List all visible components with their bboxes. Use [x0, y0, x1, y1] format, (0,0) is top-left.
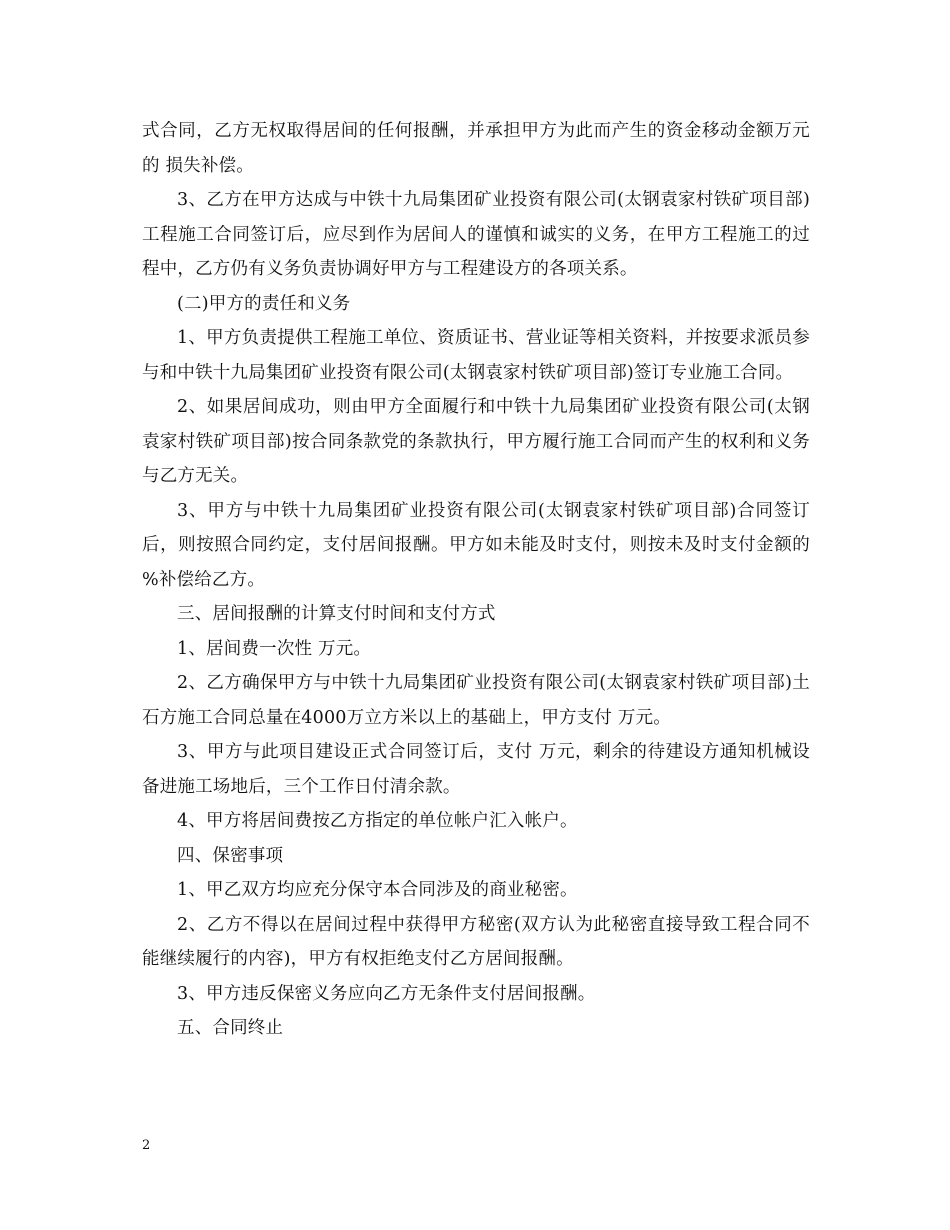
- section-heading: 五、合同终止: [177, 1018, 284, 1038]
- paragraph: 式合同，乙方无权取得居间的任何报酬，并承担甲方为此而产生的资金移动金额万元的 损失补偿。: [142, 121, 810, 176]
- section-heading: (二)甲方的责任和义务: [177, 293, 351, 314]
- section-heading: 三、居间报酬的计算支付时间和支付方式: [177, 604, 496, 624]
- paragraph: 3、甲方违反保密义务应向乙方无条件支付居间报酬。: [177, 983, 596, 1004]
- paragraph: 4、甲方将居间费按乙方指定的单位帐户汇入帐户。: [177, 811, 578, 831]
- paragraph: 2、乙方不得以在居间过程中获得甲方秘密(双方认为此秘密直接导致工程合同不能继续履行的内容)，甲方有权拒绝支付乙方居间报酬。: [142, 914, 810, 969]
- paragraph: 3、甲方与中铁十九局集团矿业投资有限公司(太钢袁家村铁矿项目部)合同签订后，则按照合同约定，支付居间报酬。甲方如未能及时支付，则按未及时支付金额的 %补偿给乙方。: [142, 500, 810, 590]
- paragraph: 1、甲方负责提供工程施工单位、资质证书、营业证等相关资料，并按要求派员参与和中铁十九局集团矿业投资有限公司(太钢袁家村铁矿项目部)签订专业施工合同。: [142, 328, 810, 383]
- paragraph: 2、如果居间成功，则由甲方全面履行和中铁十九局集团矿业投资有限公司(太钢袁家村铁矿项目部)按合同条款党的条款执行，甲方履行施工合同而产生的权利和义务与乙方无关。: [142, 397, 810, 486]
- document-body: [142, 114, 810, 1046]
- paragraph: 1、居间费一次性 万元。: [177, 638, 372, 659]
- paragraph: 3、乙方在甲方达成与中铁十九局集团矿业投资有限公司(太钢袁家村铁矿项目部)工程施工合同签订后，应尽到作为居间人的谨慎和诚实的义务，在甲方工程施工的过程中，乙方仍有义务负责协调好甲方与工程建设方的各项关系。: [142, 190, 810, 279]
- page-number: 2: [142, 1138, 151, 1153]
- section-heading: 四、保密事项: [177, 845, 284, 866]
- paragraph: 3、甲方与此项目建设正式合同签订后，支付 万元，剩余的待建设方通知机械设备进施工场地后，三个工作日付清余款。: [142, 742, 810, 797]
- paragraph: 2、乙方确保甲方与中铁十九局集团矿业投资有限公司(太钢袁家村铁矿项目部)土石方施工合同总量在4000万立方米以上的基础上，甲方支付 万元。: [142, 673, 810, 728]
- paragraph: 1、甲乙双方均应充分保守本合同涉及的商业秘密。: [177, 880, 578, 900]
